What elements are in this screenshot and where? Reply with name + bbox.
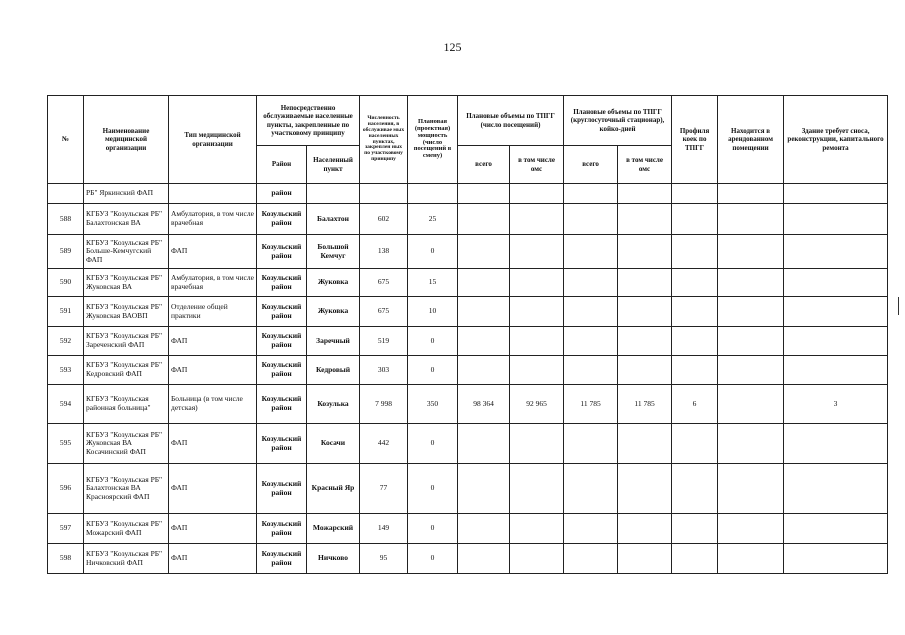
cell-profile [672, 235, 718, 269]
cell-no: 594 [48, 385, 84, 424]
header-rented: Находится в арендованном помещении [718, 96, 784, 184]
table-row [48, 385, 888, 424]
carry-over-row [48, 184, 888, 204]
cell-type: Амбулатория, в том числе врачебная [169, 204, 257, 235]
cell-amb-total [458, 356, 510, 385]
cell-repair [784, 514, 888, 544]
cell-amb-oms [510, 544, 564, 574]
cell-district: Козульский район [257, 514, 307, 544]
cell-inp-oms: 11 785 [618, 385, 672, 424]
cell-org: КГБУЗ "Козульская РБ" Зареченский ФАП [84, 327, 169, 356]
cell-district: Козульский район [257, 297, 307, 327]
cell-locality: Косачи [307, 424, 360, 464]
cell-capacity: 350 [408, 385, 458, 424]
cell-no: 595 [48, 424, 84, 464]
cell-locality: Ничково [307, 544, 360, 574]
cell-rented [718, 464, 784, 514]
cell-inp-oms [618, 544, 672, 574]
cell-repair [784, 297, 888, 327]
cell-amb-oms [510, 327, 564, 356]
cell-locality: Можарский [307, 514, 360, 544]
cell-amb-oms: 92 965 [510, 385, 564, 424]
cell-amb-total: 98 364 [458, 385, 510, 424]
cell-type: ФАП [169, 514, 257, 544]
cell-population: 602 [360, 204, 408, 235]
cell-amb-total [458, 514, 510, 544]
cell-inp-oms [618, 327, 672, 356]
cell-capacity: 0 [408, 235, 458, 269]
cell-district: Козульский район [257, 424, 307, 464]
cell-repair [784, 204, 888, 235]
cell-district: Козульский район [257, 385, 307, 424]
cell-inp-oms [618, 424, 672, 464]
cell-rented [718, 544, 784, 574]
cell-no: 590 [48, 269, 84, 297]
table-row [48, 514, 888, 544]
cell-amb-oms [510, 424, 564, 464]
scan-edge-mark [898, 297, 899, 315]
cell-type: ФАП [169, 464, 257, 514]
cell-type: ФАП [169, 327, 257, 356]
page-number: 125 [443, 40, 462, 54]
cell-district: Козульский район [257, 544, 307, 574]
cell-profile [672, 424, 718, 464]
cell-org: КГБУЗ "Козульская РБ" Жуковская ВА [84, 269, 169, 297]
table-row [48, 464, 888, 514]
cell-inp-total [564, 356, 618, 385]
header-inp-oms: в том числе омс [618, 146, 672, 184]
cell-rented [718, 235, 784, 269]
cell-no: 589 [48, 235, 84, 269]
cell-profile [672, 514, 718, 544]
header-inpatient-group: Плановые объемы по ТПГГ (круглосуточный стационар), койко-дней [564, 96, 672, 146]
cell-org: КГБУЗ "Козульская РБ" Больше-Кемчугский ФАП [84, 235, 169, 269]
cell-type: ФАП [169, 424, 257, 464]
cell-population: 303 [360, 356, 408, 385]
cell-capacity: 0 [408, 356, 458, 385]
cell-no: 597 [48, 514, 84, 544]
cell-repair [784, 327, 888, 356]
cell-amb-total [458, 464, 510, 514]
cell-population: 675 [360, 297, 408, 327]
cell-capacity: 0 [408, 514, 458, 544]
cell-inp-oms [618, 356, 672, 385]
header-ambulatory-group: Плановые объемы по ТПГГ (число посещений) [458, 96, 564, 146]
cell-type: Отделение общей практики [169, 297, 257, 327]
cell-locality: Большой Кемчуг [307, 235, 360, 269]
cell-no: 593 [48, 356, 84, 385]
cell-repair [784, 424, 888, 464]
medical-organizations-table [47, 95, 888, 574]
cell-capacity: 15 [408, 269, 458, 297]
header-no: № [48, 96, 84, 184]
cell-amb-total [458, 327, 510, 356]
carry-district: район [257, 184, 307, 204]
cell-no: 598 [48, 544, 84, 574]
cell-inp-oms [618, 297, 672, 327]
cell-district: Козульский район [257, 235, 307, 269]
cell-org: КГБУЗ "Козульская районная больница" [84, 385, 169, 424]
cell-capacity: 0 [408, 327, 458, 356]
cell-district: Козульский район [257, 356, 307, 385]
cell-inp-total [564, 544, 618, 574]
header-amb-total: всего [458, 146, 510, 184]
cell-org: КГБУЗ "Козульская РБ" Кедровский ФАП [84, 356, 169, 385]
header-bed-profile: Профиля коек по ТПГГ [672, 96, 718, 184]
header-capacity: Плановая (проектная) мощность (число посещений в смену) [408, 96, 458, 184]
cell-type: Амбулатория, в том числе врачебная [169, 269, 257, 297]
header-amb-oms: в том числе омс [510, 146, 564, 184]
header-served-group: Непосредственно обслуживаемые населенные пункты, закрепленные по участковому принципу [257, 96, 360, 146]
table-row [48, 356, 888, 385]
header-needs-repair: Здание требует сноса, реконструкции, капитального ремонта [784, 96, 888, 184]
cell-org: КГБУЗ "Козульская РБ" Можарский ФАП [84, 514, 169, 544]
cell-profile [672, 269, 718, 297]
table-row [48, 297, 888, 327]
header-district: Район [257, 146, 307, 184]
table-row [48, 269, 888, 297]
cell-capacity: 0 [408, 424, 458, 464]
cell-no: 588 [48, 204, 84, 235]
cell-rented [718, 356, 784, 385]
cell-capacity: 0 [408, 544, 458, 574]
header-locality: Населенный пункт [307, 146, 360, 184]
cell-repair [784, 269, 888, 297]
cell-capacity: 0 [408, 464, 458, 514]
cell-population: 95 [360, 544, 408, 574]
cell-inp-total [564, 327, 618, 356]
cell-population: 138 [360, 235, 408, 269]
cell-type: ФАП [169, 544, 257, 574]
cell-amb-total [458, 204, 510, 235]
cell-population: 7 998 [360, 385, 408, 424]
cell-profile [672, 327, 718, 356]
cell-population: 675 [360, 269, 408, 297]
cell-district: Козульский район [257, 269, 307, 297]
cell-amb-total [458, 424, 510, 464]
cell-inp-total [564, 464, 618, 514]
cell-org: КГБУЗ "Козульская РБ" Жуковская ВАОВП [84, 297, 169, 327]
cell-population: 519 [360, 327, 408, 356]
cell-locality: Жуковка [307, 297, 360, 327]
cell-inp-oms [618, 235, 672, 269]
cell-district: Козульский район [257, 204, 307, 235]
cell-capacity: 25 [408, 204, 458, 235]
cell-repair: 3 [784, 385, 888, 424]
table-row [48, 327, 888, 356]
cell-population: 77 [360, 464, 408, 514]
cell-amb-oms [510, 235, 564, 269]
cell-rented [718, 385, 784, 424]
cell-no: 592 [48, 327, 84, 356]
cell-profile [672, 297, 718, 327]
cell-profile: 6 [672, 385, 718, 424]
cell-type: Больница (в том числе детская) [169, 385, 257, 424]
cell-profile [672, 464, 718, 514]
cell-no: 591 [48, 297, 84, 327]
cell-district: Козульский район [257, 327, 307, 356]
header-inp-total: всего [564, 146, 618, 184]
header-population: Численность населения, в обслуживае мых населенных пунктах, закреплен ных по участковому принципу [360, 96, 408, 184]
cell-locality: Красный Яр [307, 464, 360, 514]
cell-amb-total [458, 235, 510, 269]
header-org-type: Тип медицинской организации [169, 96, 257, 184]
cell-no: 596 [48, 464, 84, 514]
cell-profile [672, 356, 718, 385]
cell-locality: Заречный [307, 327, 360, 356]
cell-inp-total [564, 514, 618, 544]
cell-district: Козульский район [257, 464, 307, 514]
cell-amb-total [458, 269, 510, 297]
cell-amb-oms [510, 464, 564, 514]
cell-inp-total: 11 785 [564, 385, 618, 424]
table-row [48, 204, 888, 235]
table-row [48, 544, 888, 574]
cell-org: КГБУЗ "Козульская РБ" Балахтонская ВА Красноярский ФАП [84, 464, 169, 514]
cell-capacity: 10 [408, 297, 458, 327]
cell-amb-oms [510, 297, 564, 327]
cell-rented [718, 514, 784, 544]
cell-amb-oms [510, 204, 564, 235]
cell-rented [718, 424, 784, 464]
cell-rented [718, 297, 784, 327]
cell-locality: Жуковка [307, 269, 360, 297]
cell-amb-oms [510, 356, 564, 385]
cell-inp-total [564, 297, 618, 327]
cell-type: ФАП [169, 235, 257, 269]
cell-profile [672, 544, 718, 574]
cell-org: КГБУЗ "Козульская РБ" Жуковская ВА Косачинский ФАП [84, 424, 169, 464]
cell-amb-oms [510, 269, 564, 297]
cell-repair [784, 356, 888, 385]
cell-inp-total [564, 424, 618, 464]
cell-type: ФАП [169, 356, 257, 385]
cell-locality: Козулька [307, 385, 360, 424]
cell-population: 149 [360, 514, 408, 544]
cell-inp-total [564, 269, 618, 297]
cell-inp-total [564, 204, 618, 235]
cell-org: КГБУЗ "Козульская РБ" Балахтонская ВА [84, 204, 169, 235]
table-row [48, 424, 888, 464]
cell-org: КГБУЗ "Козульская РБ" Ничковский ФАП [84, 544, 169, 574]
cell-inp-total [564, 235, 618, 269]
header-org-name: Наименование медицинской организации [84, 96, 169, 184]
table-row [48, 235, 888, 269]
cell-inp-oms [618, 514, 672, 544]
cell-profile [672, 204, 718, 235]
cell-inp-oms [618, 464, 672, 514]
cell-population: 442 [360, 424, 408, 464]
cell-repair [784, 464, 888, 514]
carry-org: РБ" Яркинский ФАП [84, 184, 169, 204]
cell-inp-oms [618, 204, 672, 235]
cell-rented [718, 269, 784, 297]
cell-inp-oms [618, 269, 672, 297]
cell-amb-total [458, 297, 510, 327]
cell-rented [718, 204, 784, 235]
cell-repair [784, 544, 888, 574]
cell-locality: Балахтон [307, 204, 360, 235]
cell-amb-total [458, 544, 510, 574]
cell-repair [784, 235, 888, 269]
cell-locality: Кедровый [307, 356, 360, 385]
cell-amb-oms [510, 514, 564, 544]
cell-rented [718, 327, 784, 356]
